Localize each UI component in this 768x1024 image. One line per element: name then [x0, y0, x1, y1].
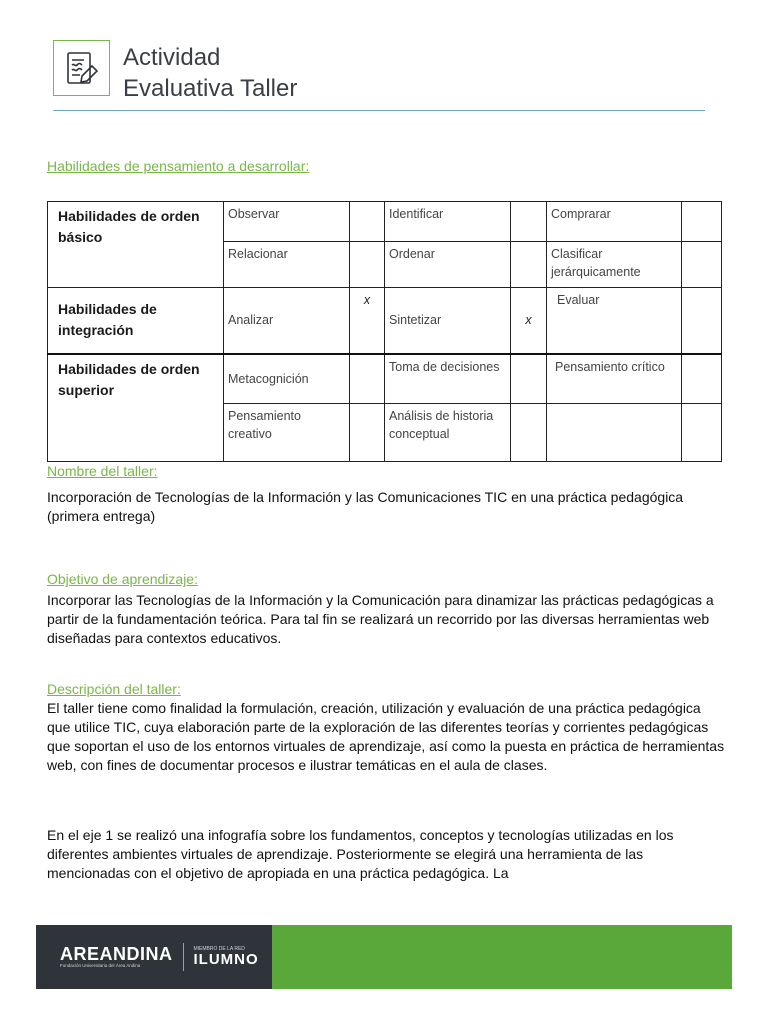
skill-comprarar-mark — [682, 202, 722, 242]
workshop-name-label: Nombre del taller: — [47, 463, 158, 479]
skill-sintetizar: Sintetizar — [385, 288, 511, 354]
skill-sintetizar-mark: x — [511, 288, 547, 354]
footer-green-band — [272, 925, 732, 989]
network-name: ILUMNO — [193, 951, 259, 968]
description-text: El taller tiene como finalidad la formulación, creación, utilización y evaluación de una práctica pedagógica que utilice TIC, cuya elaboración parte de la exploración de las diferentes teorías y corrientes pedagógicas que soportan el uso de los entornos virtuales de aprendizaje, así como la puesta en práctica de herramientas web, con fines de documentar procesos e ilustrar temáticas en el aula de clases. — [47, 700, 725, 773]
header-divider — [53, 110, 705, 111]
ilumno-logo — [194, 946, 259, 968]
skill-toma-decisiones-mark — [511, 354, 547, 404]
skill-empty — [547, 404, 682, 462]
skill-clasificar-mark — [682, 242, 722, 288]
skill-observar: Observar — [224, 202, 350, 242]
skill-evaluar: Evaluar — [547, 288, 682, 354]
objective-label: Objetivo de aprendizaje: — [47, 571, 198, 587]
document-edit-icon — [53, 40, 110, 96]
workshop-name-note: (primera entrega) — [47, 508, 156, 524]
description-text-2: En el eje 1 se realizó una infografía sobre los fundamentos, conceptos y tecnologías utilizadas en los diferentes ambientes virtuales de aprendizaje. Posteriormente se elegirá una herramienta de las mencionadas con el objetivo de apropiada en una práctica pedagógica. La — [47, 827, 674, 881]
table-row — [48, 354, 722, 404]
skill-relacionar: Relacionar — [224, 242, 350, 288]
skill-observar-mark — [350, 202, 385, 242]
brand-name: AREANDINA — [60, 944, 173, 964]
brand-divider — [183, 943, 184, 971]
category-integration: Habilidades de integración — [48, 288, 224, 354]
brand-subtitle: Fundación Universitaria del Área Andina — [60, 963, 141, 968]
category-superior: Habilidades de orden superior — [48, 354, 224, 462]
page-title — [123, 42, 297, 104]
description-label: Descripción del taller: — [47, 681, 181, 697]
areandina-logo — [60, 945, 173, 969]
skill-identificar: Identificar — [385, 202, 511, 242]
skill-analizar-mark: x — [350, 288, 385, 354]
skill-pensamiento-creativo-mark — [350, 404, 385, 462]
skills-table — [47, 201, 722, 462]
footer-brand-panel — [36, 925, 272, 989]
skill-ordenar: Ordenar — [385, 242, 511, 288]
workshop-name-text — [47, 488, 727, 526]
skill-pensamiento-critico: Pensamiento crítico — [547, 354, 682, 404]
skill-comprarar: Comprarar — [547, 202, 682, 242]
workshop-name: Incorporación de Tecnologías de la Información y las Comunicaciones TIC en una práctica pedagógica — [47, 489, 684, 505]
category-basic: Habilidades de orden básico — [48, 202, 224, 288]
footer-banner — [36, 925, 732, 989]
skill-pensamiento-creativo: Pensamiento creativo — [224, 404, 350, 462]
skill-clasificar: Clasificar jerárquicamente — [547, 242, 682, 288]
skill-pensamiento-critico-mark — [682, 354, 722, 404]
skill-analizar: Analizar — [224, 288, 350, 354]
skill-empty-mark — [682, 404, 722, 462]
skill-relacionar-mark — [350, 242, 385, 288]
skill-identificar-mark — [511, 202, 547, 242]
title-line-1: Actividad — [123, 44, 221, 71]
title-line-2: Evaluativa Taller — [123, 75, 298, 102]
skill-metacognicion-mark — [350, 354, 385, 404]
skills-section-label: Habilidades de pensamiento a desarrollar: — [47, 158, 310, 174]
skill-analisis-historia: Análisis de historia conceptual — [385, 404, 511, 462]
skill-analisis-historia-mark — [511, 404, 547, 462]
objective-text: Incorporar las Tecnologías de la Información y la Comunicación para dinamizar las prácticas pedagógicas a partir de la fundamentación teórica. Para tal fin se realizará un recorrido por las diversas herramientas web diseñadas para contextos educativos. — [47, 592, 714, 646]
skill-evaluar-mark — [682, 288, 722, 354]
table-row — [48, 202, 722, 242]
skill-toma-decisiones: Toma de decisiones — [385, 354, 511, 404]
skill-metacognicion: Metacognición — [224, 354, 350, 404]
table-row — [48, 288, 722, 354]
member-label: MIEMBRO DE LA RED — [193, 946, 245, 952]
skill-ordenar-mark — [511, 242, 547, 288]
